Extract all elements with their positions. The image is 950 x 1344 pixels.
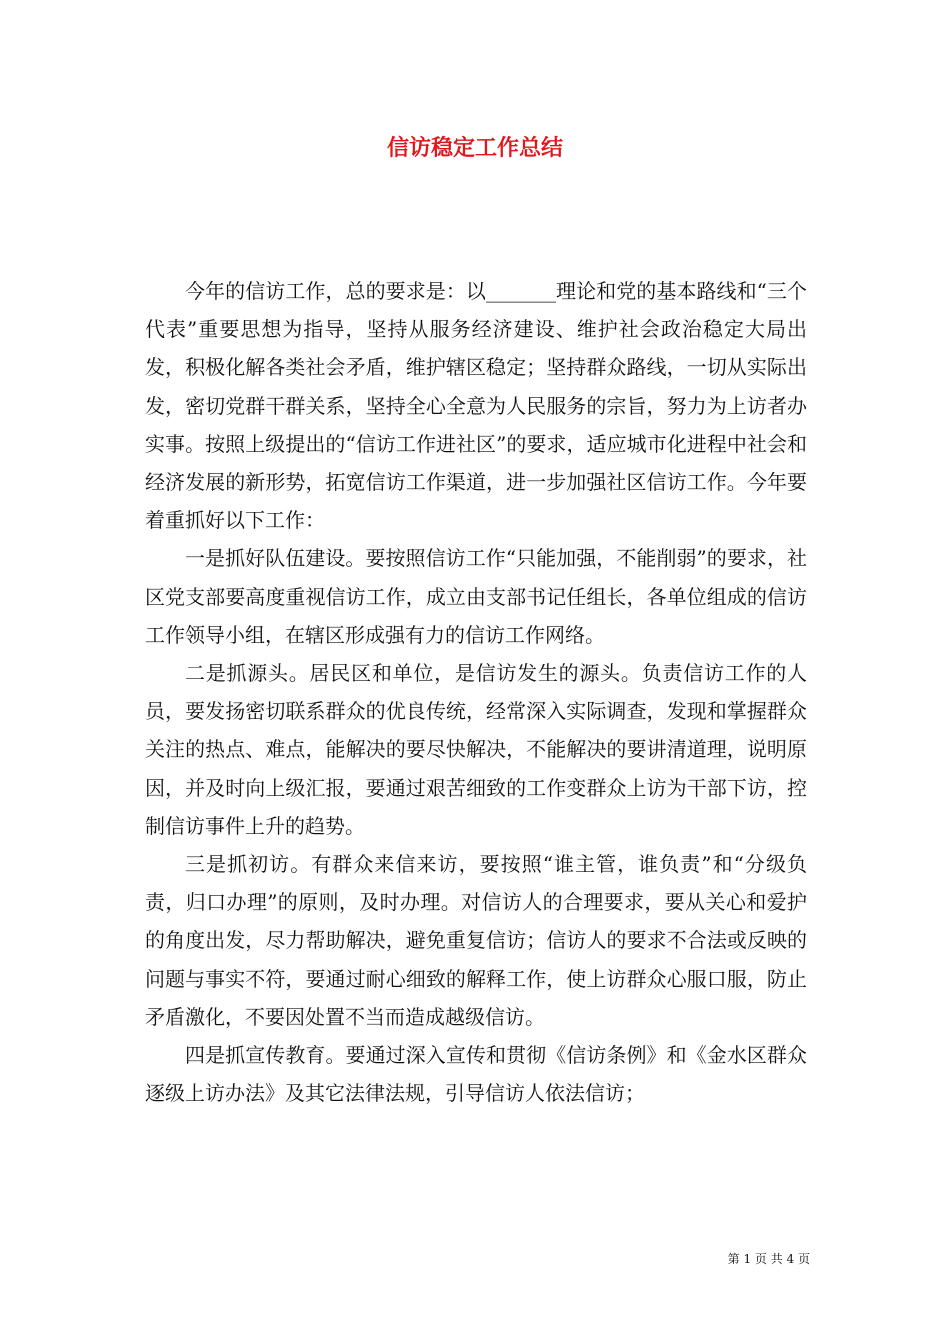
paragraph-team-building: 一是抓好队伍建设。要按照信访工作“只能加强，不能削弱”的要求，社区党支部要高度重视信访工作，成立由支部书记任组长，各单位组成的信访工作领导小组，在辖区形成强有力的信访工作网络。 <box>145 546 807 647</box>
page-number: 第 1 页 共 4 页 <box>727 1252 810 1266</box>
paragraph-initial-visit: 三是抓初访。有群众来信来访，要按照“谁主管，谁负责”和“分级负责，归口办理”的原则，及时办理。对信访人的合理要求，要从关心和爱护的角度出发，尽力帮助解决，避免重复信访；信访人的要求不合法或反映的问题与事实不符，要通过耐心细致的解释工作，使上访群众心服口服，防止矛盾激化，不要因处置不当而造成越级信访。 <box>145 852 807 1029</box>
paragraph-intro: 今年的信访工作，总的要求是：以_______理论和党的基本路线和“三个代表”重要思想为指导，坚持从服务经济建设、维护社会政治稳定大局出发，积极化解各类社会矛盾，维护辖区稳定；坚持群众路线，一切从实际出发，密切党群干群关系，坚持全心全意为人民服务的宗旨，努力为上访者办实事。按照上级提出的“信访工作进社区”的要求，适应城市化进程中社会和经济发展的新形势，拓宽信访工作渠道，进一步加强社区信访工作。今年要着重抓好以下工作： <box>145 279 807 533</box>
paragraph-source: 二是抓源头。居民区和单位，是信访发生的源头。负责信访工作的人员，要发扬密切联系群众的优良传统，经常深入实际调查，发现和掌握群众关注的热点、难点，能解决的要尽快解决，不能解决的要讲清道理，说明原因，并及时向上级汇报，要通过艰苦细致的工作变群众上访为干部下访，控制信访事件上升的趋势。 <box>145 661 807 838</box>
document-title: 信访稳定工作总结 <box>386 136 563 161</box>
paragraph-publicity: 四是抓宣传教育。要通过深入宣传和贯彻《信访条例》和《金水区群众逐级上访办法》及其它法律法规，引导信访人依法信访； <box>145 1043 807 1106</box>
document-body <box>145 272 807 1112</box>
